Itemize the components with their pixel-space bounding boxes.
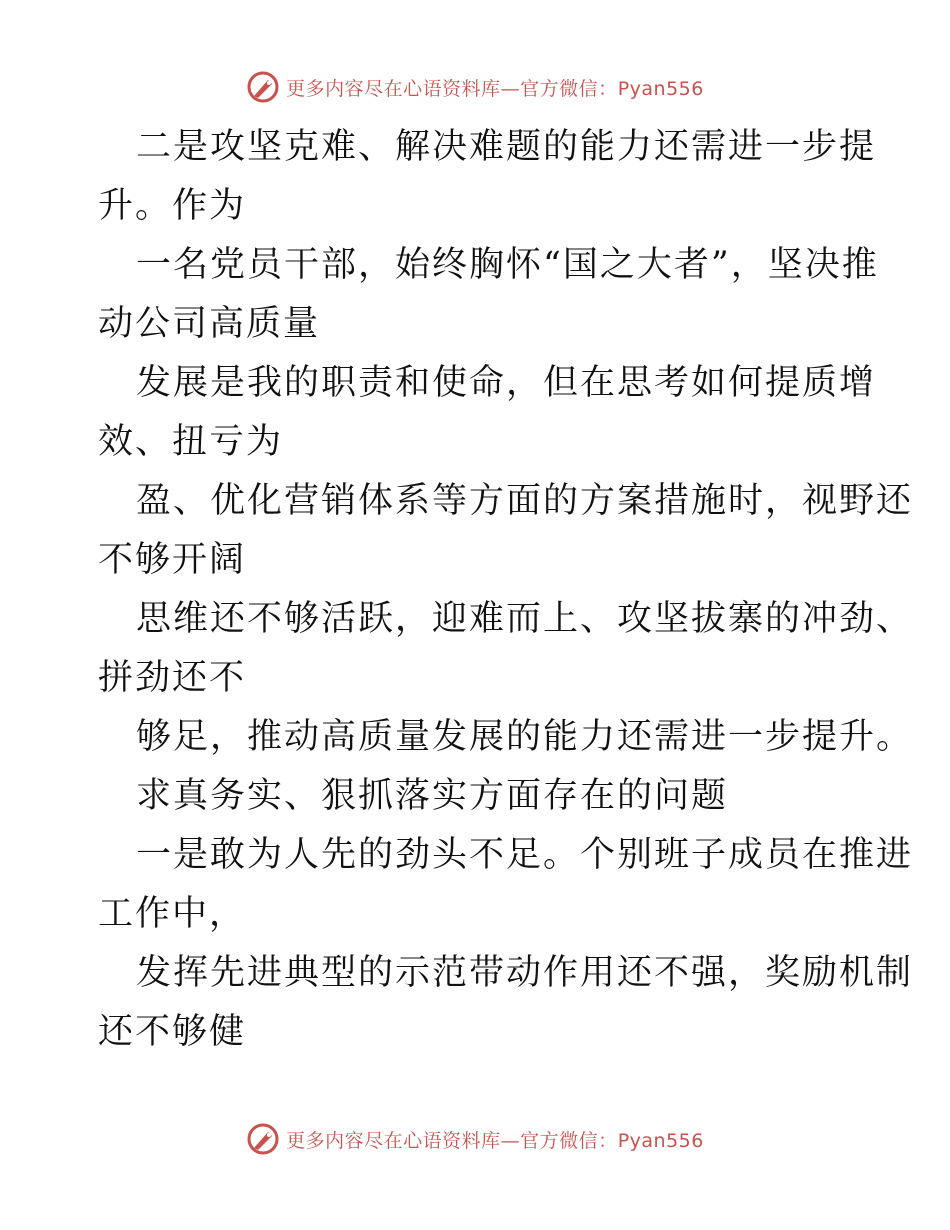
pen-nib-logo-icon — [246, 70, 280, 104]
text-line: 动公司高质量 — [98, 304, 321, 344]
watermark-text: 更多内容尽在心语资料库—官方微信：Pyan556 — [286, 1129, 704, 1152]
header-watermark — [0, 70, 950, 104]
text-line: 盈、优化营销体系等方面的方案措施时，视野还 — [136, 481, 914, 521]
document-body — [98, 118, 914, 1062]
text-line: 发展是我的职责和使命，但在思考如何提质增 — [136, 363, 877, 403]
text-line: 拼劲还不 — [98, 658, 247, 698]
text-line: 不够开阔 — [98, 540, 247, 580]
footer-watermark — [0, 1122, 950, 1156]
pen-nib-logo-icon — [246, 1122, 280, 1156]
text-line: 够足，推动高质量发展的能力还需进一步提升。 — [136, 717, 914, 757]
text-line: 工作中， — [98, 894, 247, 934]
text-line: 升。作为 — [98, 186, 247, 226]
text-line: 还不够健 — [98, 1012, 247, 1052]
section-heading: 求真务实、狠抓落实方面存在的问题 — [136, 776, 729, 816]
text-line: 二是攻坚克难、解决难题的能力还需进一步提 — [136, 127, 877, 167]
watermark-text: 更多内容尽在心语资料库—官方微信：Pyan556 — [286, 77, 704, 100]
text-line: 效、扭亏为 — [98, 422, 284, 462]
text-line: 一是敢为人先的劲头不足。个别班子成员在推进 — [136, 835, 914, 875]
text-line: 一名党员干部，始终胸怀“国之大者”，坚决推 — [136, 245, 879, 285]
text-line: 发挥先进典型的示范带动作用还不强，奖励机制 — [136, 953, 914, 993]
text-line: 思维还不够活跃，迎难而上、攻坚拔寨的冲劲、 — [136, 599, 914, 639]
